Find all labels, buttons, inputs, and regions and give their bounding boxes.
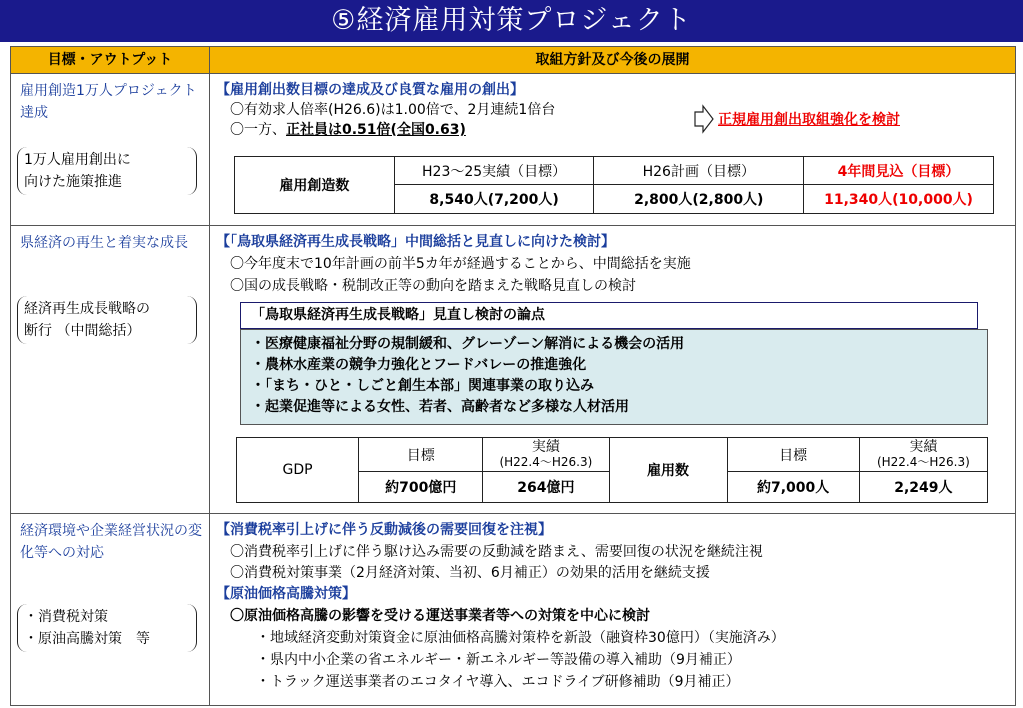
strategy-point: ・医療健康福祉分野の規制緩和、グレーゾーン解消による機会の活用 — [251, 336, 685, 352]
row1-bullet1: 〇有効求人倍率(H26.6)は1.00倍で、2月連続1倍台 — [230, 102, 556, 118]
row1-arrow-text: 正規雇用創出取組強化を検討 — [718, 112, 900, 128]
gdp-table — [236, 437, 988, 503]
row1-goal: 雇用創造1万人プロジェクト達成 — [20, 83, 197, 121]
row3-bracket-line: ・原油高騰対策 等 — [24, 631, 150, 647]
employment-row-label: 雇用創造数 — [235, 157, 395, 214]
strategy-point: ・農林水産業の競争力強化とフードバレーの推進強化 — [251, 357, 587, 373]
row3-goal: 経済環境や企業経営状況の変化等への対応 — [20, 523, 202, 561]
row3-heading1: 【消費税率引上げに伴う反動減後の需要回復を注視】 — [216, 522, 552, 538]
gdp-target-value: 約700億円 — [359, 472, 483, 503]
row2-policy-cell — [209, 225, 1016, 514]
emp-target-header: 目標 — [727, 438, 859, 472]
gdp-actual-value: 264億円 — [483, 472, 609, 503]
strategy-point: ・「まち・ひと・しごと創生本部」関連事業の取り込み — [251, 378, 594, 394]
employment-col-header: 4年間見込（目標） — [804, 157, 994, 185]
row2-heading: 【「鳥取県経済再生成長戦略」中間総括と見直しに向けた検討】 — [216, 234, 615, 250]
row3-sub-item: ・トラック運送事業者のエコタイヤ導入、エコドライブ研修補助（9月補正） — [256, 674, 740, 690]
row3-bracket-line: ・消費税対策 — [24, 609, 108, 625]
row1-bullet2-bold: 正社員は0.51倍(全国0.63) — [286, 122, 466, 138]
row3-heading2: 【原油価格高騰対策】 — [216, 586, 356, 602]
employment-value: 2,800人(2,800人) — [594, 185, 804, 214]
row2-goal-cell — [10, 225, 210, 514]
row2-bullet2: 〇国の成長戦略・税制改正等の動向を踏まえた戦略見直しの検討 — [230, 278, 636, 294]
row3-bullet3: 〇原油価格高騰の影響を受ける運送事業者等への対策を中心に検討 — [230, 608, 650, 624]
row1-goal-cell — [10, 73, 210, 226]
row1-bracket-line: 1万人雇用創出に — [24, 152, 131, 168]
row3-policy-cell — [209, 513, 1016, 706]
emp-label: 雇用数 — [609, 438, 727, 503]
page-title: ⑤経済雇用対策プロジェクト — [0, 0, 1023, 42]
gdp-label: GDP — [237, 438, 359, 503]
row2-bracket-line: 経済再生成長戦略の — [24, 301, 150, 317]
header-policy: 取組方針及び今後の展開 — [209, 46, 1016, 74]
employment-value: 11,340人(10,000人) — [804, 185, 994, 214]
right-arrow-icon — [693, 104, 715, 134]
employment-col-header: H26計画（目標） — [594, 157, 804, 185]
row2-bracket-line: 断行 （中間総括） — [24, 323, 141, 339]
row3-sub-item: ・県内中小企業の省エネルギー・新エネルギー等設備の導入補助（9月補正） — [256, 652, 741, 668]
strategy-point: ・起業促進等による女性、若者、高齢者など多様な人材活用 — [251, 399, 629, 415]
period-label: (H22.4～H26.3) — [499, 454, 593, 469]
employment-col-header: H23～25実績（目標） — [394, 157, 594, 185]
row3-sub-item: ・地域経済変動対策資金に原油価格高騰対策枠を新設（融資枠30億円）（実施済み） — [256, 630, 785, 646]
emp-target-value: 約7,000人 — [727, 472, 859, 503]
strategy-points — [240, 329, 988, 425]
gdp-target-header: 目標 — [359, 438, 483, 472]
row2-bracket — [17, 296, 197, 344]
period-label: (H22.4～H26.3) — [876, 454, 970, 469]
row1-bracket-line: 向けた施策推進 — [24, 174, 122, 190]
employment-value: 8,540人(7,200人) — [394, 185, 594, 214]
row1-bullet2-prefix: 〇一方、 — [230, 122, 286, 138]
row3-goal-cell — [10, 513, 210, 706]
header-goal: 目標・アウトプット — [10, 46, 210, 74]
row1-bracket — [17, 147, 197, 195]
project-table — [10, 46, 1016, 706]
row3-bullet1: 〇消費税率引上げに伴う駆け込み需要の反動減を踏まえ、需要回復の状況を継続注視 — [230, 544, 763, 560]
strategy-box-title: 「鳥取県経済再生成長戦略」見直し検討の論点 — [240, 302, 978, 329]
row1-policy-cell — [209, 73, 1016, 226]
actual-label: 実績 — [909, 438, 938, 455]
employment-table — [234, 156, 994, 214]
row1-heading: 【雇用創出数目標の達成及び良質な雇用の創出】 — [216, 82, 524, 98]
row1-bullet2 — [230, 120, 466, 140]
row2-bullet1: 〇今年度末で10年計画の前半5カ年が経過することから、中間総括を実施 — [230, 256, 691, 272]
row3-bracket — [17, 604, 197, 652]
row3-bullet2: 〇消費税対策事業（2月経済対策、当初、6月補正）の効果的活用を継続支援 — [230, 565, 710, 581]
row2-goal: 県経済の再生と着実な成長 — [20, 235, 188, 251]
gdp-actual-header — [483, 438, 609, 472]
emp-actual-value: 2,249人 — [859, 472, 987, 503]
emp-actual-header — [859, 438, 987, 472]
actual-label: 実績 — [531, 438, 560, 455]
